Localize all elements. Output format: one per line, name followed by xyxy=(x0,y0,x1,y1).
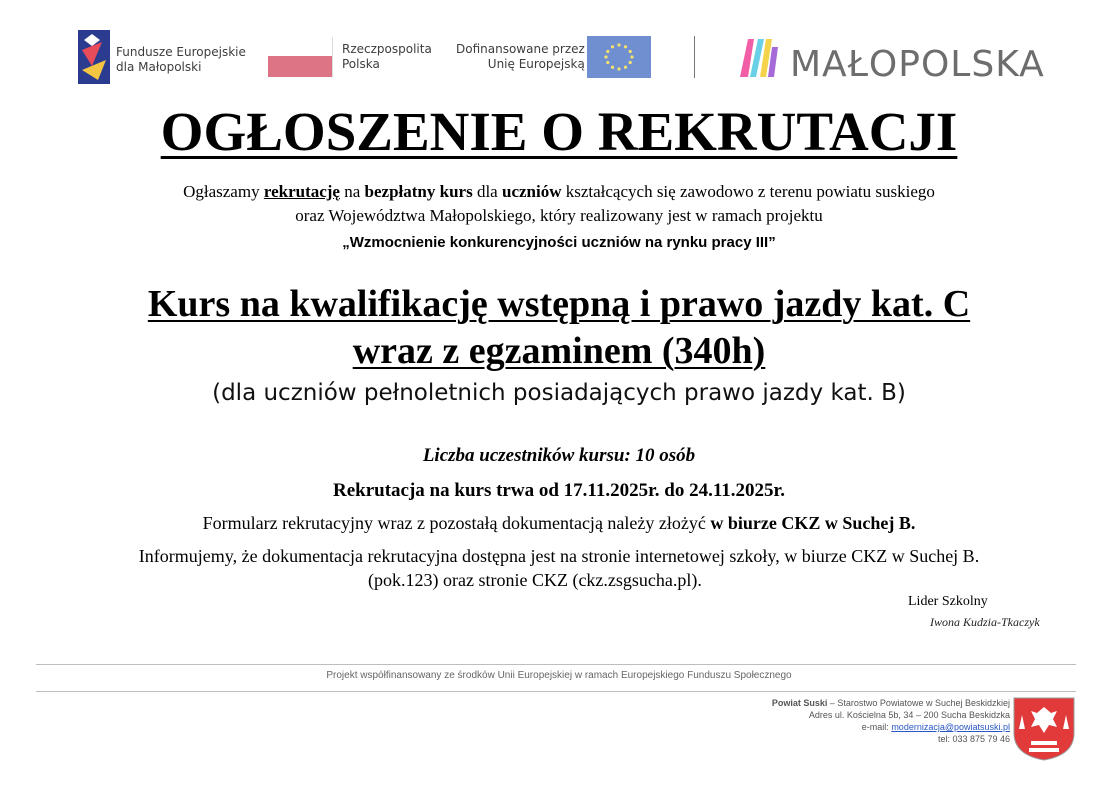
recruitment-word: rekrutację xyxy=(263,182,340,201)
footer-org xyxy=(700,697,1010,709)
intro-text: dla xyxy=(472,182,502,201)
rzeczpospolita-text: Rzeczpospolita Polska xyxy=(342,42,432,71)
logo-bar xyxy=(0,0,1118,95)
intro-text: Ogłaszamy xyxy=(183,182,264,201)
course-title-line-1 xyxy=(0,283,1118,326)
malopolska-logo-icon xyxy=(738,37,780,77)
signature-name: Iwona Kudzia-Tkaczyk xyxy=(930,615,1040,629)
eu-flag-icon xyxy=(587,36,651,78)
malopolska-text: MAŁOPOLSKA xyxy=(790,44,1045,85)
course-title-text: Kurs na kwalifikację wstępną i prawo jazdy kat. C xyxy=(147,283,971,325)
footer-email-line xyxy=(700,721,1010,733)
intro-text: na xyxy=(339,182,365,201)
intro-line-1 xyxy=(0,181,1118,203)
footer-note: Projekt współfinansowany ze środków Unii Europejskiej w ramach Europejskiego Funduszu Społecznego xyxy=(326,670,792,681)
intro-text: kształcących się zawodowo z terenu powiatu suskiego xyxy=(561,182,935,201)
fundusze-europejskie-logo-icon xyxy=(78,30,110,84)
logo-separator xyxy=(694,36,695,78)
course-note: (dla uczniów pełnoletnich posiadających prawo jazdy kat. B) xyxy=(212,380,906,406)
footer-address-block xyxy=(700,697,1010,745)
coat-of-arms-icon xyxy=(1013,697,1075,761)
footer-phone: tel: 033 875 79 46 xyxy=(937,734,1010,744)
fundusze-europejskie-text: Fundusze Europejskie dla Małopolski xyxy=(116,45,246,74)
course-title-line-2 xyxy=(0,330,1118,373)
form-submission xyxy=(0,513,1118,534)
footer-divider-top xyxy=(36,664,1076,665)
footer-email-label: e-mail: xyxy=(861,722,892,732)
form-location: w biurze CKZ w Suchej B. xyxy=(710,513,916,533)
signature-label: Lider Szkolny xyxy=(908,594,988,609)
intro-line-2: oraz Województwa Małopolskiego, który realizowany jest w ramach projektu xyxy=(295,206,823,225)
students-word: uczniów xyxy=(501,182,562,201)
footer-org-rest: – Starostwo Powiatowe w Suchej Beskidzkiej xyxy=(827,698,1010,708)
course-title-text: wraz z egzaminem (340h) xyxy=(352,330,766,372)
info-line-1: Informujemy, że dokumentacja rekrutacyjna dostępna jest na stronie internetowej szkoły, w biurze CKZ w Suchej B. xyxy=(138,546,980,566)
free-course-word: bezpłatny kurs xyxy=(364,182,473,201)
participants-count: Liczba uczestników kursu: 10 osób xyxy=(422,445,696,466)
polish-flag-icon xyxy=(268,37,333,77)
info-line-2: (pok.123) oraz stronie CKZ (ckz.zsgsucha.pl). xyxy=(368,570,702,590)
project-name: „Wzmocnienie konkurencyjności uczniów na rynku pracy III” xyxy=(342,234,776,251)
footer-org-bold: Powiat Suski xyxy=(771,698,828,708)
footer-divider-bottom xyxy=(36,691,1076,692)
recruitment-dates: Rekrutacja na kurs trwa od 17.11.2025r. do 24.11.2025r. xyxy=(333,480,785,501)
footer-address: Adres ul. Kościelna 5b, 34 – 200 Sucha Beskidzka xyxy=(808,710,1010,720)
page-title: OGŁOSZENIE O REKRUTACJI xyxy=(160,101,958,162)
form-text: Formularz rekrutacyjny wraz z pozostałą dokumentacją należy złożyć xyxy=(202,513,711,533)
eu-text: Dofinansowane przez Unię Europejską xyxy=(456,42,585,71)
footer-email-link[interactable]: modernizacja@powiatsuski.pl xyxy=(891,722,1010,732)
